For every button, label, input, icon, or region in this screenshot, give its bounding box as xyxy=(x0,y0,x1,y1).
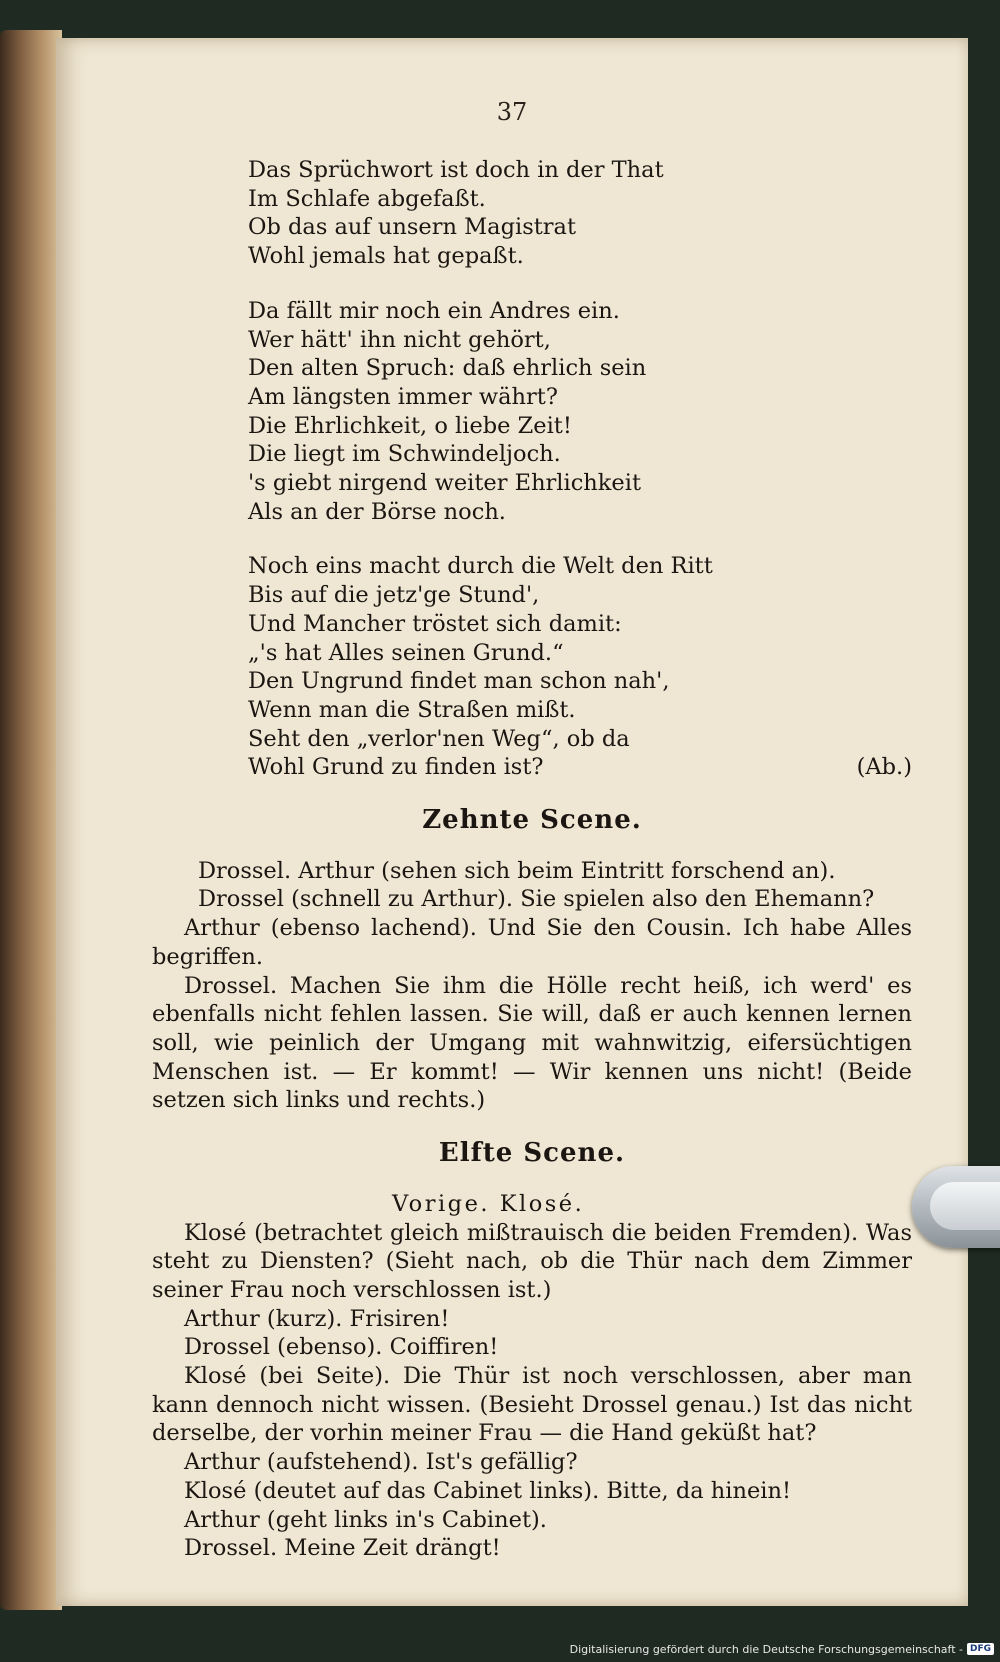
verse-line: Da fällt mir noch ein Andres ein. xyxy=(248,297,620,324)
verse-line: Die liegt im Schwindeljoch. xyxy=(248,441,561,468)
dialogue-paragraph: Klosé (bei Seite). Die Thür ist noch verschlossen, aber man kann dennoch nicht wissen. (Besieht Drossel genau.) Ist das nicht derselbe, der vorhin meiner Frau — die Hand geküßt hat? xyxy=(152,1363,912,1447)
book-spine-edge xyxy=(0,30,62,1610)
song-stanza-2 xyxy=(152,297,912,527)
scene-heading: Elfte Scene. xyxy=(438,1138,626,1169)
stage-direction-exit: (Ab.) xyxy=(856,754,912,781)
dialogue-paragraph: Drossel. Meine Zeit drängt! xyxy=(184,1535,501,1562)
dialogue-paragraph: Drossel. Arthur (sehen sich beim Eintritt forschend an). xyxy=(198,857,836,884)
song-stanza-3 xyxy=(152,552,912,782)
digitization-footer xyxy=(570,1640,994,1658)
dialogue-paragraph: Klosé (deutet auf das Cabinet links). Bitte, da hinein! xyxy=(184,1477,792,1504)
dfg-logo-icon: DFG xyxy=(967,1643,994,1655)
dialogue-paragraph: Drossel. Machen Sie ihm die Hölle recht heiß, ich werd' es ebenfalls nicht fehlen lassen. Sie will, daß er auch kennen lernen soll, wie peinlich der Umgang mit wahnwitzig, eifersüchtigen Menschen ist. — Er kommt! — Wir kennen uns nicht! (Beide setzen sich links und rechts.) xyxy=(152,972,912,1114)
verse-line: Seht den „verlor'nen Weg“, ob da xyxy=(248,725,630,752)
verse-line: Den Ungrund findet man schon nah', xyxy=(248,668,670,695)
dialogue-paragraph: Arthur (ebenso lachend). Und Sie den Cousin. Ich habe Alles begriffen. xyxy=(152,915,912,970)
dialogue-paragraph: Drossel (ebenso). Coiffiren! xyxy=(184,1334,499,1361)
verse-line: Wohl Grund zu finden ist? xyxy=(248,754,544,781)
book-page xyxy=(56,38,968,1606)
verse-line: Am längsten immer währt? xyxy=(248,383,558,410)
verse-line: Ob das auf unsern Magistrat xyxy=(248,214,576,241)
verse-line-with-exit xyxy=(152,753,912,782)
dialogue-paragraph: Arthur (kurz). Frisiren! xyxy=(184,1305,450,1332)
scene-heading: Zehnte Scene. xyxy=(422,805,642,836)
verse-line: Bis auf die jetz'ge Stund', xyxy=(248,582,540,609)
verse-line: 's giebt nirgend weiter Ehrlichkeit xyxy=(248,470,641,497)
page-number: 37 xyxy=(496,98,528,126)
page-text xyxy=(152,156,912,1563)
verse-line: Und Mancher tröstet sich damit: xyxy=(248,610,622,637)
song-stanza-1 xyxy=(152,156,912,271)
dialogue-paragraph: Drossel (schnell zu Arthur). Sie spielen also den Ehemann? xyxy=(198,886,875,913)
verse-line: Noch eins macht durch die Welt den Ritt xyxy=(248,553,713,580)
verse-line: Das Sprüchwort ist doch in der That xyxy=(248,157,664,183)
footer-credit: Digitalisierung gefördert durch die Deutsche Forschungsgemeinschaft - xyxy=(569,1642,963,1656)
verse-line: Wohl jemals hat gepaßt. xyxy=(248,243,524,270)
verse-line: Wenn man die Straßen mißt. xyxy=(248,696,576,723)
dialogue-paragraph: Arthur (geht links in's Cabinet). xyxy=(184,1506,547,1533)
verse-line: Den alten Spruch: daß ehrlich sein xyxy=(248,355,647,382)
verse-line: Im Schlafe abgefaßt. xyxy=(248,185,486,212)
verse-line: Die Ehrlichkeit, o liebe Zeit! xyxy=(248,412,572,439)
verse-line: „'s hat Alles seinen Grund.“ xyxy=(248,639,564,666)
page-clip-holder xyxy=(912,1166,1000,1248)
verse-line: Als an der Börse noch. xyxy=(248,498,506,525)
persons-on-stage: Vorige. Klosé. xyxy=(392,1190,585,1217)
dialogue-paragraph: Arthur (aufstehend). Ist's gefällig? xyxy=(184,1449,578,1476)
dialogue-paragraph: Klosé (betrachtet gleich mißtrauisch die beiden Fremden). Was steht zu Diensten? (Sieht nach, ob die Thür nach dem Zimmer seiner Frau noch verschlossen ist.) xyxy=(152,1219,912,1303)
verse-line: Wer hätt' ihn nicht gehört, xyxy=(248,326,551,353)
